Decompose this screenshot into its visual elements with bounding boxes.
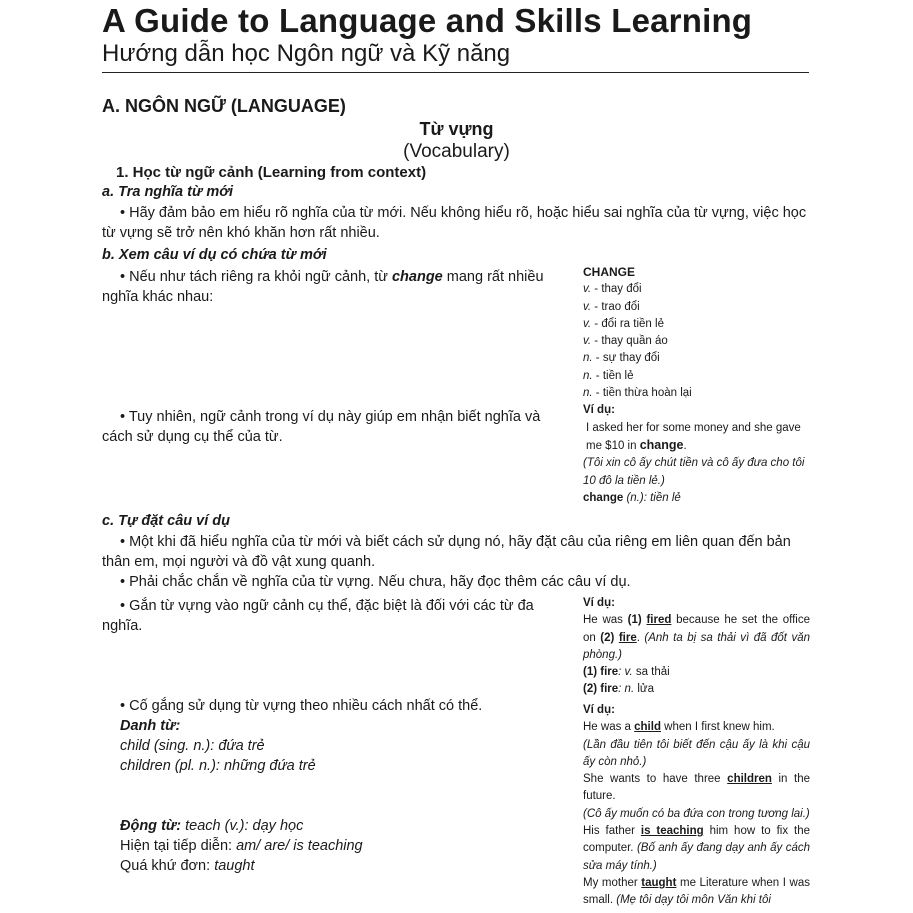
bullet-a: • Hãy đảm bảo em hiểu rõ nghĩa của từ mới. Nếu không hiểu rõ, hoặc hiểu sai nghĩa của từ vựng, việc học từ vựng sẽ trở nên khó khăn hơn rất nhiều.: [102, 205, 807, 241]
change-headword: CHANGE: [583, 265, 636, 279]
meaning-item: v. - đổi ra tiền lẻ: [583, 317, 664, 330]
fired-example-sentence: He was (1) fired because he set the office on (2) fire. (Anh ta bị sa thải vì đã đốt văn phòng.): [583, 614, 811, 661]
bullet-c-3: • Gắn từ vựng vào ngữ cảnh cụ thể, đặc biệt là đối với các từ đa nghĩa.: [102, 598, 534, 634]
example-translation: (Tôi xin cô ấy chút tiền và cô ấy đưa cho tôi 10 đô la tiền lẻ.): [583, 457, 805, 487]
child-example-2: She wants to have three children in the future.: [583, 773, 811, 803]
keyword-change: change: [391, 269, 443, 285]
meaning-item: n. - sự thay đổi: [583, 352, 660, 365]
section-heading: A. NGÔN NGỮ (LANGUAGE): [102, 96, 346, 116]
page-subtitle: Hướng dẫn học Ngôn ngữ và Kỹ năng: [102, 40, 511, 67]
vocab-title: Từ vựng: [419, 119, 494, 139]
bullet-c-4: • Cố gắng sử dụng từ vựng theo nhiều cách nhất có thể.: [120, 698, 483, 714]
verb-teach: Động từ: teach (v.): dạy học: [120, 818, 304, 834]
child-example-2-translation: (Cô ấy muốn có ba đứa con trong tương lai.): [583, 807, 810, 820]
teach-example-1: His father is teaching him how to fix the computer. (Bố anh ấy đang dạy anh ấy cách sửa máy tính.): [583, 825, 810, 872]
noun-heading: Danh từ:: [120, 718, 181, 734]
noun-child: child (sing. n.): đứa trẻ: [120, 738, 265, 754]
meaning-item: v. - trao đổi: [583, 300, 640, 313]
child-example-box: [583, 702, 810, 910]
meaning-item: v. - thay đổi: [583, 283, 642, 296]
child-example-1: He was a child when I first knew him.: [583, 721, 775, 734]
example-label: Ví dụ:: [583, 704, 615, 716]
meaning-item: v. - thay quần áo: [583, 335, 668, 348]
teach-example-2: My mother taught me Literature when I was small. (Mẹ tôi dạy tôi môn Văn khi tôi: [583, 876, 811, 907]
heading-b: b. Xem câu ví dụ có chứa từ mới: [102, 247, 327, 263]
example-sentence: I asked her for some money and she gave me $10 in change.: [586, 421, 801, 452]
fire-definition-1: (1) fire: v. sa thải: [583, 666, 670, 679]
page-title: A Guide to Language and Skills Learning: [102, 2, 753, 39]
example-label: Ví dụ:: [583, 404, 615, 417]
child-example-1-translation: (Lần đầu tiên tôi biết đến cậu ấy là khi cậu ấy còn nhỏ.): [583, 738, 810, 768]
bullet-b-2: • Tuy nhiên, ngữ cảnh trong ví dụ này giúp em nhận biết nghĩa và cách sử dụng cụ thể của từ.: [102, 409, 541, 445]
bullet-c-1: • Một khi đã hiểu nghĩa của từ mới và biết cách sử dụng nó, hãy đặt câu của riêng em liên quan đến bản thân em, mọi người và đồ vật xung quanh.: [102, 534, 791, 570]
vocab-subtitle: (Vocabulary): [403, 141, 510, 162]
meaning-item: n. - tiền thừa hoàn lại: [583, 387, 692, 400]
noun-children: children (pl. n.): những đứa trẻ: [120, 758, 316, 774]
present-continuous: Hiện tại tiếp diễn: am/ are/ is teaching: [120, 838, 363, 854]
heading-a: a. Tra nghĩa từ mới: [102, 184, 234, 200]
change-meanings-box: [583, 264, 810, 507]
heading-learning-from-context: 1. Học từ ngữ cảnh (Learning from context): [116, 164, 427, 181]
fire-definition-2: (2) fire: n. lửa: [583, 683, 654, 696]
heading-c: c. Tự đặt câu ví dụ: [102, 513, 230, 529]
fired-example-box: [583, 595, 810, 699]
bullet-c-2: • Phải chắc chắn về nghĩa của từ vựng. Nếu chưa, hãy đọc thêm các câu ví dụ.: [120, 574, 631, 590]
example-definition: change (n.): tiền lẻ: [583, 491, 681, 504]
bullet-b-1: • Nếu như tách riêng ra khỏi ngữ cảnh, từ change mang rất nhiều nghĩa khác nhau:: [102, 269, 544, 305]
past-simple: Quá khứ đơn: taught: [120, 858, 255, 874]
meaning-item: n. - tiền lẻ: [583, 369, 634, 382]
header-divider: [102, 72, 809, 73]
example-label: Ví dụ:: [583, 597, 615, 609]
